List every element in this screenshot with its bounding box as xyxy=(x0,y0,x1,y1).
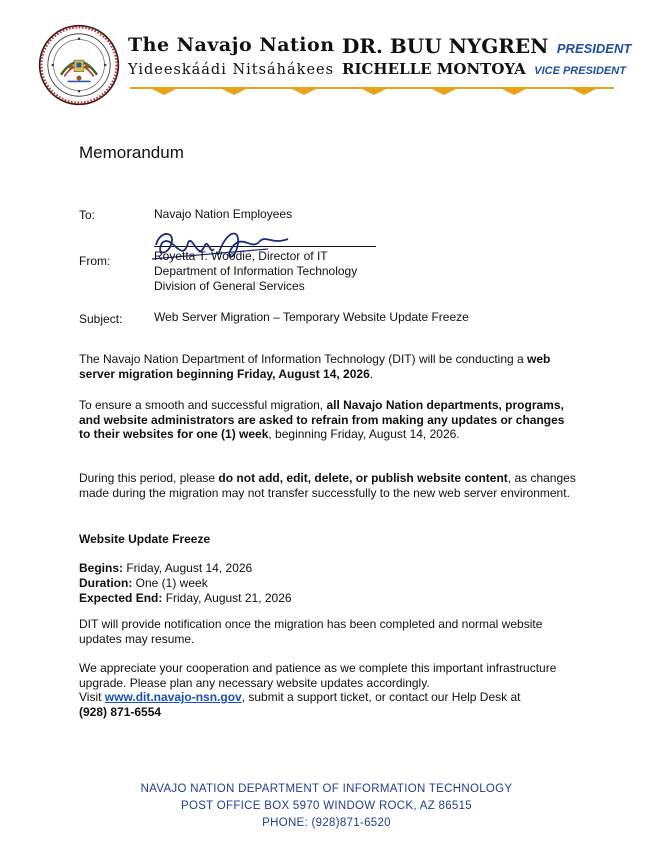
to-value: Navajo Nation Employees xyxy=(154,207,293,221)
begins-label: Begins: xyxy=(79,561,124,575)
navajo-nation-seal xyxy=(38,24,120,106)
paragraph-intro xyxy=(79,352,579,381)
p3-end: , as changes made during the migration may not transfer successfully to the new web server environment. xyxy=(79,471,576,500)
p2-end: , beginning Friday, August 14, 2026. xyxy=(268,427,460,441)
footer-address: POST OFFICE BOX 5970 WINDOW ROCK, AZ 86515 xyxy=(180,800,473,812)
vice-president-title: VICE PRESIDENT xyxy=(534,65,626,77)
from-label: From: xyxy=(79,254,111,268)
memo-title: Memorandum xyxy=(79,143,184,162)
nation-name-navajo: Yideeskáádi Nitsáhákees xyxy=(128,62,335,78)
p3-text: During this period, please xyxy=(79,471,219,485)
subject-label: Subject: xyxy=(79,312,123,326)
p1-bold: web server migration beginning Friday, August 14, 2026 xyxy=(79,352,551,381)
begins-value: Friday, August 14, 2026 xyxy=(123,561,253,575)
paragraph-notification: DIT will provide notification once the migration has been completed and normal website updates may resume. xyxy=(79,617,543,646)
from-line-department: Department of Information Technology xyxy=(154,264,358,278)
letterhead-nation xyxy=(128,34,335,78)
president-name: DR. BUU NYGREN xyxy=(342,34,549,58)
end-label: Expected End: xyxy=(79,591,163,605)
footer-department: NAVAJO NATION DEPARTMENT OF INFORMATION TECHNOLOGY xyxy=(140,783,513,795)
p2-bold: all Navajo Nation departments, programs, and website administrators are asked to refrain from making any updates or changes to their websites for one (1) week xyxy=(79,398,565,441)
letterhead-officers xyxy=(342,34,631,86)
p5-text: We appreciate your cooperation and patience as we complete this important infrastructure upgrade. Please plan any necessary website updates accordingly. xyxy=(79,661,557,690)
p5-visit: Visit xyxy=(79,690,105,704)
p5-contact: , submit a support ticket, or contact our Help Desk at xyxy=(241,690,521,704)
vice-president-name: RICHELLE MONTOYA xyxy=(342,60,526,78)
footer xyxy=(0,781,653,832)
letterhead-rule xyxy=(130,86,614,96)
subject-value: Web Server Migration – Temporary Website Update Freeze xyxy=(154,310,469,324)
freeze-details xyxy=(79,561,292,606)
p3-bold: do not add, edit, delete, or publish website content xyxy=(218,471,508,485)
end-value: Friday, August 21, 2026 xyxy=(162,591,292,605)
dit-website-link[interactable]: www.dit.navajo-nsn.gov xyxy=(104,690,242,704)
p2-text: To ensure a smooth and successful migration, xyxy=(79,398,327,412)
to-label: To: xyxy=(79,208,96,222)
paragraph-period xyxy=(79,471,579,500)
p1-text: The Navajo Nation Department of Information Technology (DIT) will be conducting a xyxy=(79,352,528,366)
paragraph-request xyxy=(79,398,579,442)
nation-name: The Navajo Nation xyxy=(128,34,335,56)
duration-value: One (1) week xyxy=(132,576,208,590)
duration-label: Duration: xyxy=(79,576,133,590)
from-block xyxy=(154,249,357,294)
p1-end: . xyxy=(369,366,374,381)
president-title: PRESIDENT xyxy=(556,41,632,56)
from-line-division: Division of General Services xyxy=(154,279,305,293)
help-desk-phone: (928) 871-6554 xyxy=(79,704,162,719)
from-line-name: Royetta T. Woodie, Director of IT xyxy=(154,249,328,263)
paragraph-closing xyxy=(79,661,579,719)
freeze-heading: Website Update Freeze xyxy=(79,532,211,546)
footer-phone: PHONE: (928)871-6520 xyxy=(262,817,391,829)
